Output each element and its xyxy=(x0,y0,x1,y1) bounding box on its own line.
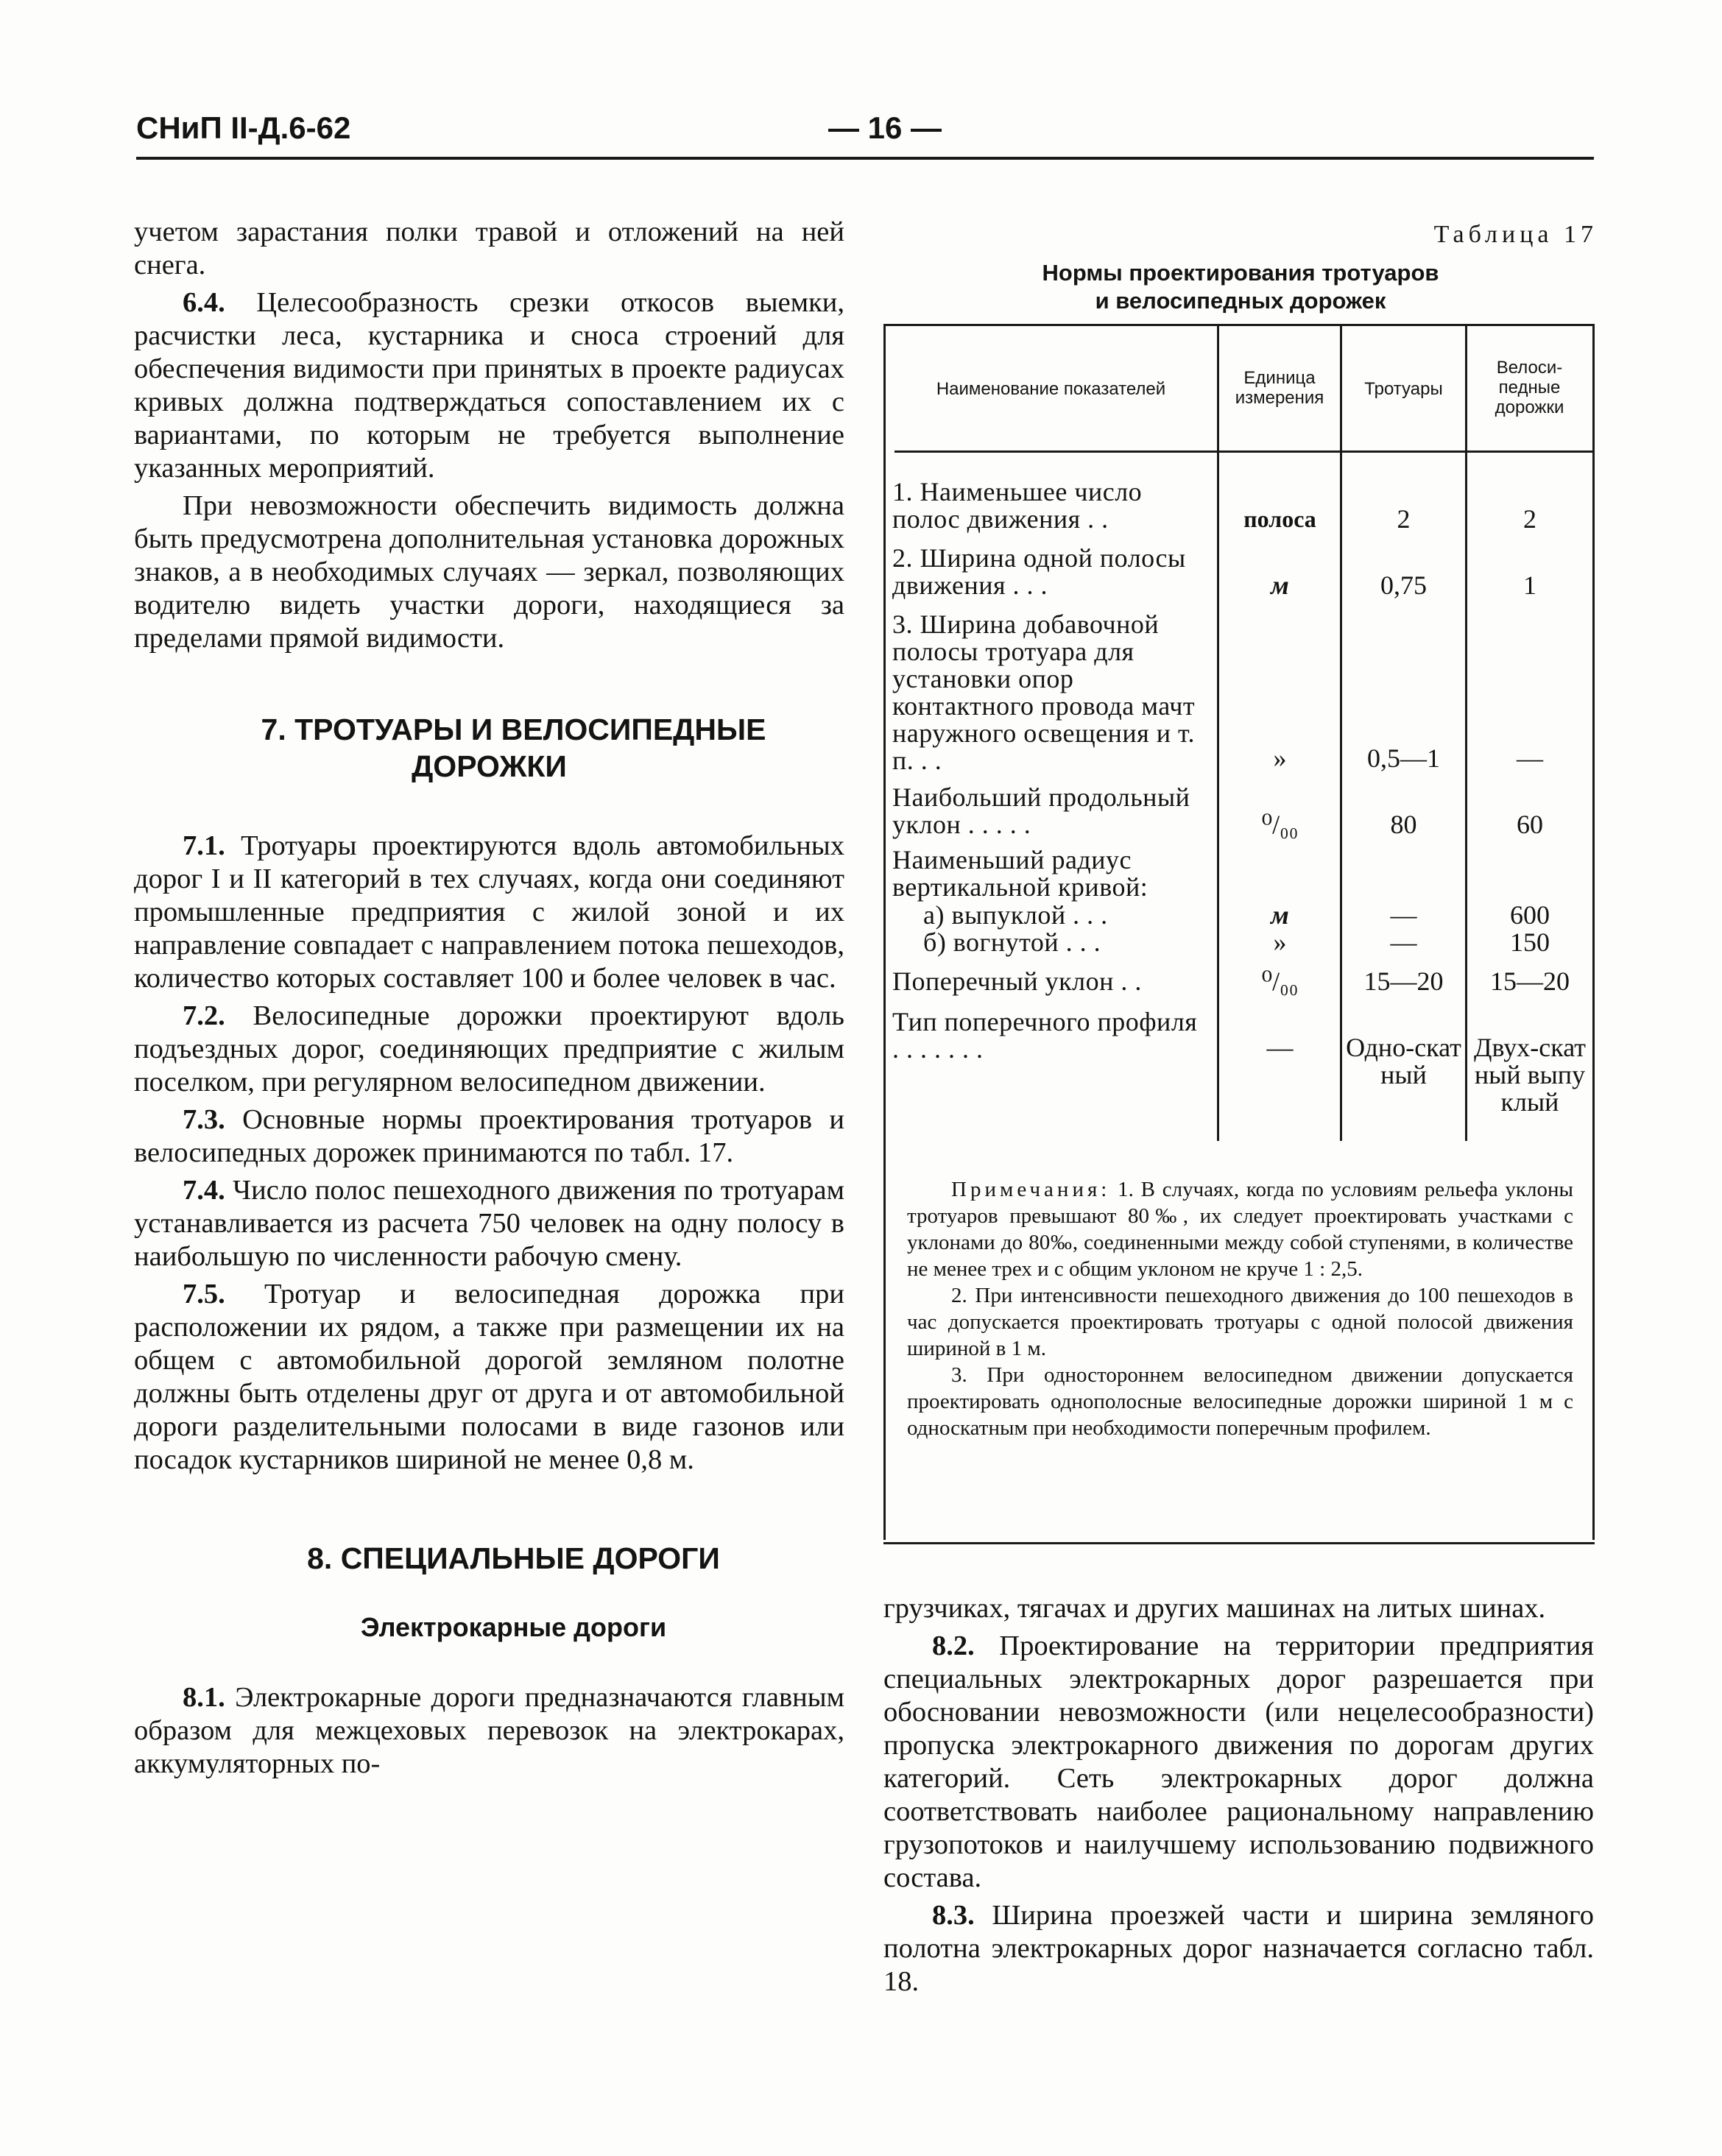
note-2: 2. При интенсивности пешеходного движения до 100 пешеходов в час допускается проектировать тротуары с одной полосой движения шириной в 1 м. xyxy=(907,1284,1573,1360)
clause-number: 7.5. xyxy=(183,1279,225,1309)
table-rule xyxy=(1340,324,1342,1141)
table-cell-unit: м xyxy=(1271,570,1289,600)
table-cell-sidewalks: 80 xyxy=(1390,810,1417,839)
page-header xyxy=(136,110,1594,155)
header-rule xyxy=(136,157,1594,160)
header-name: Наименование показателей xyxy=(936,379,1166,399)
table-row-name: Тип поперечного профиля . . . . . . . xyxy=(892,1007,1198,1064)
clause-number: 8.3. xyxy=(932,1900,975,1931)
section-7-heading xyxy=(134,711,844,785)
header-sidewalks: Тротуары xyxy=(1364,379,1443,399)
note-1 xyxy=(907,1176,1573,1282)
table-cell-unit: » xyxy=(1273,743,1287,773)
paragraph: учетом зарастания полки травой и отложений на ней снега. xyxy=(134,216,844,280)
notes-label: Примечания: xyxy=(951,1178,1111,1201)
table-cell-bike: — xyxy=(1517,743,1543,773)
table-rule xyxy=(894,450,1594,453)
clause-text: Проектирование на территории предприятия специальных электрокарных дорог разрешается при обосновании невозможности (или нецелесообразности) пропуска электрокарного движения по дорогам других категорий. Сеть электрокарных дорог должна соответствовать наиболее рациональному направлению грузопотоков и наилучшему использованию подвижного состава. xyxy=(883,1630,1594,1893)
clause-text: Тротуары проектируются вдоль автомобильных дорог I и II категорий в тех случаях, когда они соединяют промышленные предприятия с жилой зоной и их направление совпадает с направлением потока пешеходов, количество которых составляет 100 и более человек в час. xyxy=(134,830,844,994)
section-8-heading: 8. СПЕЦИАЛЬНЫЕ ДОРОГИ xyxy=(307,1541,720,1575)
clause-number: 7.4. xyxy=(183,1175,225,1206)
clause-text: Число полос пешеходного движения по тротуарам устанавливается из расчета 750 человек на одну полосу в наибольшую по численности рабочую смену. xyxy=(134,1175,844,1272)
table-cell-unit: ⁰/₀₀ xyxy=(1261,810,1299,839)
table-cell-unit: — xyxy=(1266,1033,1294,1062)
table-title-line: и велосипедных дорожек xyxy=(1095,288,1386,314)
table-cell-bike: 600 xyxy=(1510,900,1550,930)
table-cell-bike: 15—20 xyxy=(1490,966,1570,996)
clause-text: Электрокарные дороги предназначаются главным образом для межцеховых перевозок на электрокарах, аккумуляторных по- xyxy=(134,1682,844,1779)
clause-text: Основные нормы проектирования тротуаров и велосипедных дорожек принимаются по табл. 17. xyxy=(134,1104,844,1168)
table-cell-bike: 2 xyxy=(1523,504,1536,534)
table-cell-sidewalks: 2 xyxy=(1397,504,1411,534)
clause-text: Целесообразность срезки откосов выемки, расчистки леса, кустарника и сноса строений для обеспечения видимости при принятых в проекте радиусах кривых должна подтверждаться сопоставлением их с вариантами, по которым не требуется выполнение указанных мероприятий. xyxy=(134,287,844,484)
table-cell-sidewalks: Одно-скатный xyxy=(1346,1033,1461,1089)
table-row-name: 2. Ширина одной полосы движения . . . xyxy=(892,543,1186,600)
document-code: СНиП II-Д.6-62 xyxy=(136,110,351,145)
table-row-name: Наибольший продольный уклон . . . . . xyxy=(892,782,1190,839)
table-row-name: Поперечный уклон . . xyxy=(892,966,1142,996)
table-cell-unit: м xyxy=(1271,900,1289,930)
table-row-name: Наименьший радиус вертикальной кривой: xyxy=(892,845,1148,902)
table-cell-unit: » xyxy=(1273,927,1287,957)
table-cell-bike: 150 xyxy=(1510,927,1550,957)
table-cell-bike: 60 xyxy=(1517,810,1543,839)
table-row-name: а) выпуклой . . . xyxy=(923,900,1108,930)
table-rule xyxy=(1592,324,1595,1540)
table-row-name: б) вогнутой . . . xyxy=(923,927,1101,957)
table-cell-bike: 1 xyxy=(1523,570,1536,600)
table-cell-unit: полоса xyxy=(1243,506,1316,532)
heading-line: ДОРОЖКИ xyxy=(412,749,567,783)
table-rule xyxy=(883,1141,886,1540)
clause-text: Ширина проезжей части и ширина земляного полотна электрокарных дорог назначается согласно табл. 18. xyxy=(883,1900,1594,1997)
table-cell-sidewalks: 0,5—1 xyxy=(1367,743,1440,773)
paragraph-7-4 xyxy=(134,1174,844,1273)
paragraph-8-1 xyxy=(134,1681,844,1781)
note-text: 1. В случаях, когда по условиям рельефа уклоны тротуаров превышают 80‰, их следует проектировать участками с уклонами до 80‰, соединенными между собой ступенями, в количестве не менее трех и с общим уклоном не круче 1 : 2,5. xyxy=(907,1178,1573,1281)
table-cell-sidewalks: 15—20 xyxy=(1363,966,1444,996)
table-title xyxy=(876,259,1605,315)
clause-number: 8.1. xyxy=(183,1682,225,1713)
table-rule xyxy=(1465,324,1467,1141)
clause-number: 7.1. xyxy=(183,830,225,861)
left-column xyxy=(134,216,844,1785)
page-number: — 16 — xyxy=(828,110,942,145)
paragraph-6-4 xyxy=(134,286,844,485)
clause-text: Тротуар и велосипедная дорожка при расположении их рядом, а также при размещении их на общем с автомобильной дорогой земляном полотне должны быть отделены друг от друга и от автомобильной дороги разделительными полосами в виде газонов или посадок кустарников шириной не менее 0,8 м. xyxy=(134,1279,844,1475)
paragraph-8-3 xyxy=(883,1899,1594,1998)
table-cell-sidewalks: — xyxy=(1390,927,1417,957)
table-notes xyxy=(907,1176,1573,1441)
clause-number: 8.2. xyxy=(932,1630,975,1661)
clause-number: 7.2. xyxy=(183,1000,225,1031)
heading-line: 7. ТРОТУАРЫ И ВЕЛОСИПЕДНЫЕ xyxy=(261,713,766,746)
table-rule xyxy=(883,324,886,1141)
paragraph-8-2 xyxy=(883,1630,1594,1895)
header-bike: Велоси-педные дорожки xyxy=(1495,358,1564,417)
table-row-name: 1. Наименьшее число полос движения . . xyxy=(892,477,1143,534)
clause-text: Велосипедные дорожки проектируют вдоль подъездных дорог, соединяющих предприятие с жилым поселком, при регулярном велосипедном движении. xyxy=(134,1000,844,1098)
right-column xyxy=(883,1592,1594,2003)
paragraph-7-5 xyxy=(134,1278,844,1477)
paragraph: При невозможности обеспечить видимость должна быть предусмотрена дополнительная установка дорожных знаков, а в необходимых случаях — зеркал, позволяющих водителю видеть участки дороги, находящиеся за пределами прямой видимости. xyxy=(134,490,844,654)
note-3: 3. При одностороннем велосипедном движении допускается проектировать однополосные велосипедные дорожки шириной 1 м с односкатным при необходимости поперечным профилем. xyxy=(907,1363,1573,1440)
table-rule xyxy=(1217,324,1219,1141)
table-label: Таблица 17 xyxy=(1433,221,1598,248)
clause-number: 6.4. xyxy=(183,287,225,318)
subsection-heading: Электрокарные дороги xyxy=(360,1612,667,1642)
clause-number: 7.3. xyxy=(183,1104,225,1135)
paragraph-7-1 xyxy=(134,830,844,995)
table-cell-sidewalks: 0,75 xyxy=(1380,570,1427,600)
table-cell-bike: Двух-скатный выпуклый xyxy=(1473,1033,1586,1117)
header-unit: Единица измерения xyxy=(1235,368,1324,408)
table-cell-sidewalks: — xyxy=(1390,900,1417,930)
paragraph-7-3 xyxy=(134,1103,844,1170)
paragraph: грузчиках, тягачах и других машинах на литых шинах. xyxy=(883,1593,1546,1624)
table-title-line: Нормы проектирования тротуаров xyxy=(1042,260,1439,286)
table-cell-unit: ⁰/₀₀ xyxy=(1261,966,1299,996)
table-row-name: 3. Ширина добавочной полосы тротуара для установки опор контактного провода мачт наружного освещения и т. п. . . xyxy=(892,609,1196,775)
paragraph-7-2 xyxy=(134,1000,844,1099)
